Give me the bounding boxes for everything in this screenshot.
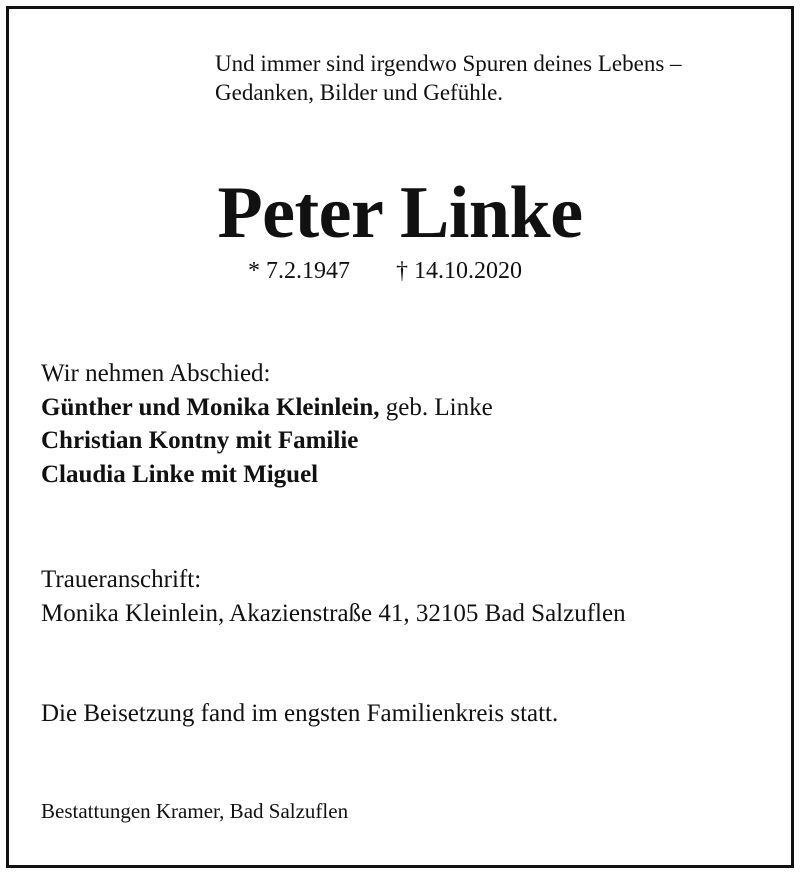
motto-line-2: Gedanken, Bilder und Gefühle. [215, 80, 504, 105]
birth-date: * 7.2.1947 [248, 258, 350, 284]
condolence-address [41, 563, 626, 630]
address-label: Traueranschrift: [41, 566, 202, 593]
motto-line-1: Und immer sind irgendwo Spuren deines Lebens – [215, 51, 682, 76]
address-value: Monika Kleinlein, Akazienstraße 41, 32105 Bad Salzuflen [41, 599, 626, 627]
burial-note: Die Beisetzung fand im engsten Familienkreis statt. [41, 700, 559, 727]
mourner-1-maiden-name: geb. Linke [379, 393, 493, 421]
memorial-motto [215, 49, 682, 107]
funeral-home: Bestattungen Kramer, Bad Salzuflen [41, 799, 349, 823]
mourner-1-names: Günther und Monika Kleinlein, [41, 393, 380, 421]
death-date: † 14.10.2020 [396, 258, 522, 284]
mourner-line-3: Claudia Linke mit Miguel [41, 460, 319, 488]
mourners-intro: Wir nehmen Abschied: [41, 360, 271, 387]
mourner-line-1 [41, 391, 493, 425]
deceased-name: Peter Linke [217, 172, 583, 254]
life-dates [248, 256, 522, 286]
mourners-block [41, 357, 493, 491]
mourner-line-2: Christian Kontny mit Familie [41, 427, 359, 454]
